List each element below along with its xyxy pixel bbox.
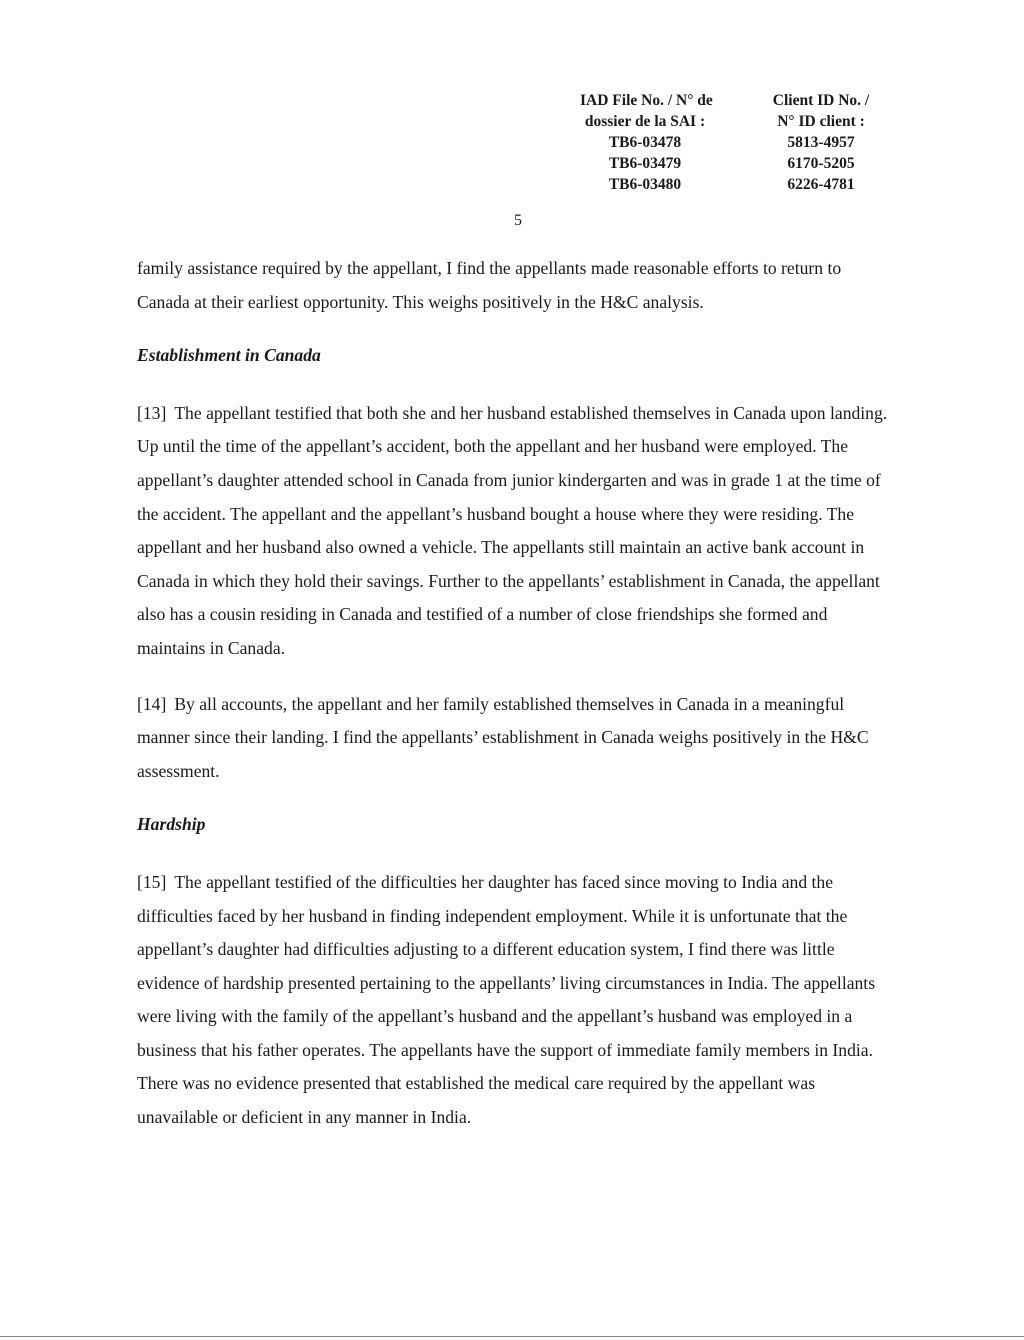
paragraph-number: [15] [137, 871, 167, 892]
iad-file-number: TB6-03479 [608, 155, 682, 172]
client-id-number: 6226-4781 [787, 176, 855, 193]
page-number: 5 [514, 212, 522, 229]
paragraph-number: [14] [137, 693, 167, 714]
document-body [137, 252, 892, 1135]
section-heading-hardship: Hardship [137, 814, 206, 835]
iad-file-number: TB6-03480 [608, 176, 682, 193]
client-id-label-line1: Client ID No. / [772, 92, 870, 109]
section-heading-establishment: Establishment in Canada [137, 345, 321, 366]
file-number-block [580, 90, 896, 195]
client-id-label-line2: N° ID client : [777, 113, 865, 130]
iad-file-label-line1: IAD File No. / N° de [580, 92, 713, 109]
paragraph-text: The appellant testified that both she and her husband established themselves in Canada upon landing. Up until the time of the appellant’s accident, both the appellant and her husband were employed. The appellant’s daughter attended school in Canada from junior kindergarten and was in grade 1 at the time of the accident. The appellant and the appellant’s husband bought a house where they were residing. The appellant and her husband also owned a vehicle. The appellants still maintain an active bank account in Canada in which they hold their savings. Further to the appellants’ establishment in Canada, the appellant also has a cousin residing in Canada and testified of a number of close friendships she formed and maintains in Canada. [137, 402, 888, 658]
paragraph-13 [137, 397, 892, 666]
paragraph-text: The appellant testified of the difficulties her daughter has faced since moving to India and the difficulties faced by her husband in finding independent employment. While it is unfortunate that the appellant’s daughter had difficulties adjusting to a different education system, I find there was little evidence of hardship presented pertaining to the appellants’ living circumstances in India. The appellants were living with the family of the appellant’s husband and the appellant’s husband was employed in a business that his father operates. The appellants have the support of immediate family members in India. There was no evidence presented that established the medical care required by the appellant was unavailable or deficient in any manner in India. [137, 871, 876, 1128]
paragraph-14 [137, 688, 892, 789]
bottom-rule [0, 1336, 1024, 1337]
intro-paragraph: family assistance required by the appellant, I find the appellants made reasonable efforts to return to Canada at their earliest opportunity. This weighs positively in the H&C analysis. [137, 258, 842, 312]
paragraph-number: [13] [137, 402, 167, 423]
paragraph-15 [137, 866, 892, 1135]
iad-file-number: TB6-03478 [608, 134, 682, 151]
paragraph-text: By all accounts, the appellant and her family established themselves in Canada in a meaningful manner since their landing. I find the appellants’ establishment in Canada weighs positively in the H&C assessment. [137, 693, 869, 781]
iad-file-label-line2: dossier de la SAI : [584, 113, 706, 130]
iad-file-column [580, 90, 713, 195]
client-id-number: 5813-4957 [787, 134, 855, 151]
client-id-column [746, 90, 896, 195]
client-id-number: 6170-5205 [787, 155, 855, 172]
